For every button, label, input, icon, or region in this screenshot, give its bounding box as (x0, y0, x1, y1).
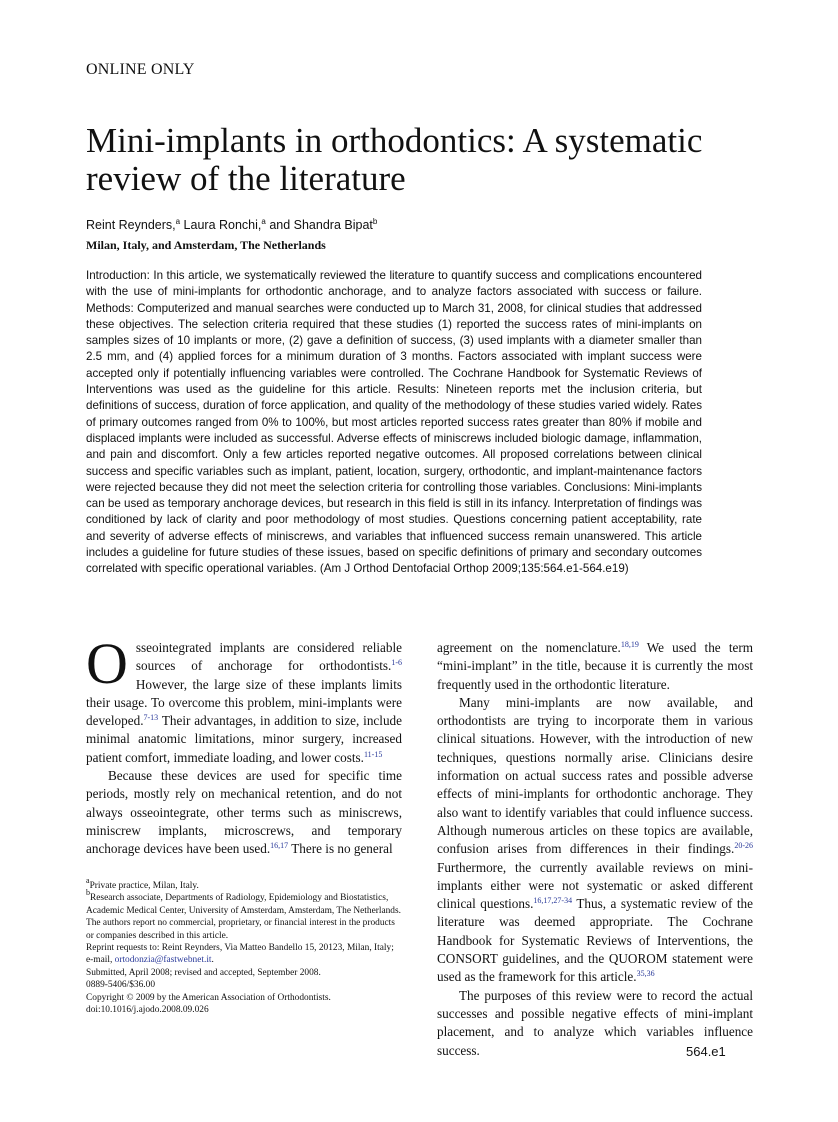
page-number: 564.e1 (686, 1044, 726, 1059)
footnote-submitted: Submitted, April 2008; revised and accepted, September 2008. (86, 967, 321, 978)
reference-citation[interactable]: 16,17,27-34 (533, 896, 573, 906)
footnote-text: Reprint requests to: Reint Reynders, Via Matteo Bandello 15, 20123, Milan, Italy; e-mail, (86, 943, 394, 966)
footnote-affiliation-a (86, 876, 402, 892)
body-paragraph (437, 639, 753, 694)
affiliation-marker: a (86, 876, 90, 885)
article-title: Mini-implants in orthodontics: A systematic review of the literature (86, 121, 703, 198)
email-link[interactable]: ortodonzia@fastwebnet.it (114, 955, 212, 966)
body-column-right (437, 639, 753, 1060)
abstract: Introduction: In this article, we systematically reviewed the literature to quantify success and complications encountered with the use of mini-implants for orthodontic anchorage, and to analyze factors associated with success or failure. Methods: Computerized and manual searches were conducted up to March 31, 2008, for clinical studies that addressed these objectives. The selection criteria required that these studies (1) reported the success rates of mini-implants on samples sizes of 10 implants or more, (2) gave a definition of success, (3) used implants with a diameter smaller than 2.5 mm, and (4) applied forces for a minimum duration of 3 months. Factors associated with implant success were accepted only if potentially influencing variables were controlled. The Cochrane Handbook for Systematic Reviews of Interventions was used as the guideline for this article. Results: Nineteen reports met the inclusion criteria, but definitions of success, duration of force application, and quality of the methodology of these studies varied widely. Rates of primary outcomes ranged from 0% to 100%, but most articles reported success rates greater than 80% if mobile and displaced implants were included as successful. Adverse effects of miniscrews included biologic damage, inflammation, and pain and discomfort. Only a few articles reported negative outcomes. All proposed correlations between clinical success and specific variables such as implant, patient, location, surgery, orthodontic, and implant-maintenance factors were rejected because they did not meet the selection criteria for controlling those variables. Conclusions: Mini-implants can be used as temporary anchorage devices, but research in this field is still in its infancy. Interpretation of findings was conditioned by lack of clarity and poor methodology of most studies. Questions concerning patient acceptability, rate and severity of adverse effects of miniscrews, and variables that influenced success remain unanswered. This article includes a guideline for future studies of these issues, based on specific definitions of primary and secondary outcomes correlated with specific operational variables. (Am J Orthod Dentofacial Orthop 2009;135:564.e1-564.e19) (86, 269, 702, 576)
author-name: Laura Ronchi, (180, 218, 262, 232)
body-text: Furthermore, the currently available reviews on mini-implants either were not systematic or asked different clinical questions. (437, 859, 753, 912)
author-name: and Shandra Bipat (265, 218, 373, 232)
reference-citation[interactable]: 7-13 (143, 713, 159, 723)
footnote-affiliation-b (86, 888, 402, 917)
footnote-copyright: Copyright © 2009 by the American Association of Orthodontists. (86, 992, 331, 1003)
author-list (86, 218, 377, 232)
reference-citation[interactable]: 35,36 (636, 969, 655, 979)
body-text: Because these devices are used for specific time periods, mostly rely on mechanical retention, and do not always osseointegrate, other terms such as miniscrews, miniscrew implants, microscrews, and temporary anchorage devices have been used. (86, 768, 402, 857)
footnote-disclosure: The authors report no commercial, proprietary, or financial interest in the products or companies described in this article. (86, 918, 395, 941)
footnote-text: . (211, 955, 214, 966)
section-label: ONLINE ONLY (86, 61, 195, 78)
body-text: We used the term “mini-implant” in the title, because it is currently the most frequently used in the orthodontic literature. (437, 640, 753, 692)
body-text: Thus, a systematic review of the literature was deemed appropriate. The Cochrane Handbook for Systematic Reviews of Interventions, the CONSORT guidelines, and the QUOROM statement were used as the framework for this article. (437, 896, 753, 985)
body-paragraph (86, 767, 402, 858)
drop-cap: O (86, 631, 128, 696)
footnote-doi[interactable]: doi:10.1016/j.ajodo.2008.09.026 (86, 1005, 209, 1016)
body-paragraph (86, 631, 402, 767)
body-text: The purposes of this review were to record the actual successes and possible negative effects of mini-implant placement, and to analyze which variables influence success. (437, 987, 753, 1058)
affiliation-marker: b (372, 217, 378, 226)
body-paragraph (437, 694, 753, 987)
body-text: There is no general (288, 841, 393, 857)
author-name: Reint Reynders, (86, 218, 176, 232)
body-text: However, the large size of these implants limits their usage. To overcome this problem, mini-implants were developed. (86, 676, 402, 729)
reference-citation[interactable]: 1-6 (391, 658, 402, 668)
body-text: Their advantages, in addition to size, include minimal anatomic limitations, minor surgery, increased patient comfort, immediate loading, and lower costs. (86, 713, 402, 765)
author-affiliation: Milan, Italy, and Amsterdam, The Netherlands (86, 238, 326, 252)
body-text: agreement on the nomenclature. (437, 640, 621, 655)
reference-citation[interactable]: 11-15 (363, 749, 383, 759)
footnote-issn: 0889-5406/$36.00 (86, 980, 156, 991)
body-column-left (86, 631, 402, 859)
body-text: Many mini-implants are now available, and orthodontists are trying to incorporate them in various clinical situations. However, with the introduction of new techniques, questions normally arise. Clinicians desire information on actual success rates and possible adverse effects of mini-implants for orthodontic anchorage. They also want to identify variables that could influence success. Although numerous articles on these topics are available, confusion arises from differences in their findings. (437, 694, 753, 857)
body-text: sseointegrated implants are considered reliable sources of anchorage for orthodontists. (135, 640, 402, 674)
footnote-reprint (86, 942, 402, 967)
affiliation-marker: a (261, 217, 266, 226)
reference-citation[interactable]: 16,17 (270, 841, 289, 851)
reference-citation[interactable]: 20-26 (734, 841, 753, 851)
affiliation-marker: a (175, 217, 181, 226)
affiliation-marker: b (86, 888, 90, 898)
reference-citation[interactable]: 18,19 (620, 640, 639, 649)
footnote-text: Research associate, Departments of Radiology, Epidemiology and Biostatistics, Academic Medical Center, University of Amsterdam, Amsterdam, The Netherlands. (86, 893, 401, 916)
footnotes (86, 876, 402, 1016)
footnote-text: Private practice, Milan, Italy. (89, 881, 199, 891)
